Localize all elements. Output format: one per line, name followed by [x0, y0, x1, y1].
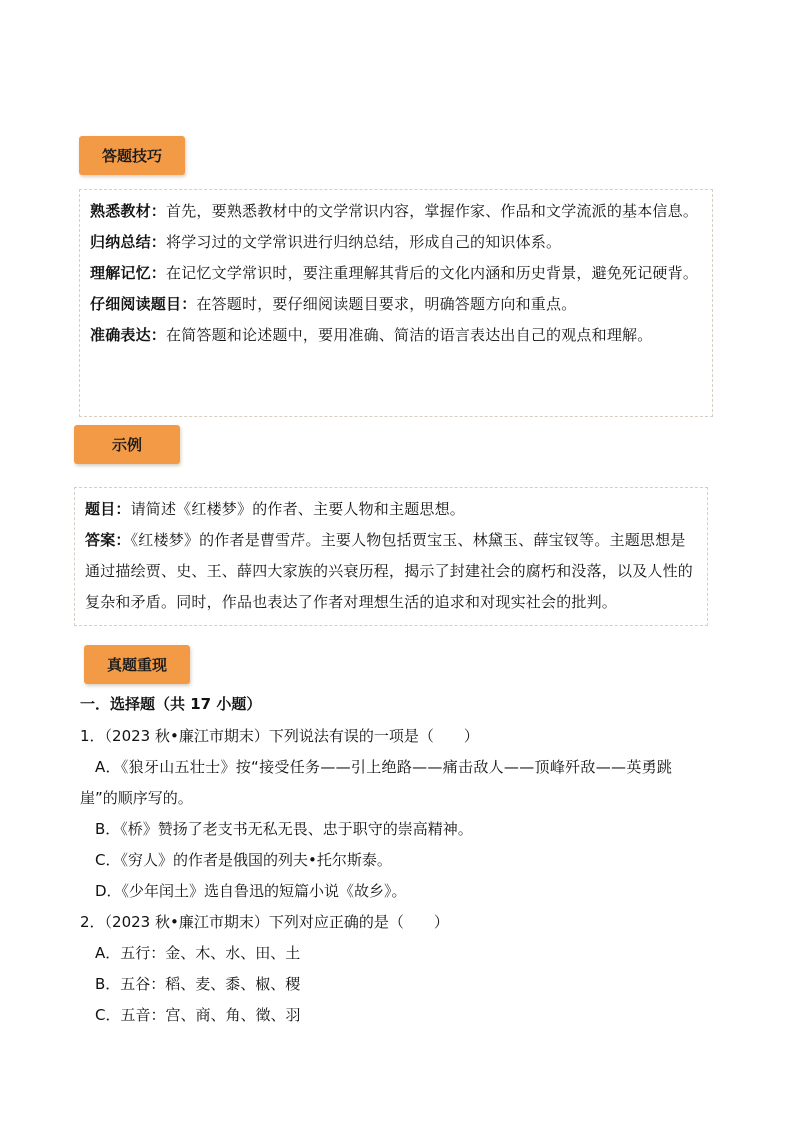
question-option: B．五谷：稻、麦、黍、椒、稷 [95, 975, 301, 993]
tip-item [90, 320, 702, 351]
tip-text: 将学习过的文学常识进行归纳总结，形成自己的知识体系。 [166, 233, 562, 251]
section-tag-tips: 答题技巧 [79, 136, 185, 175]
question-option: B．《桥》赞扬了老支书无私无畏、忠于职守的崇高精神。 [95, 820, 473, 838]
section-tag-example: 示例 [74, 425, 180, 464]
question-label: 题目： [85, 500, 131, 518]
question-option: C．《穷人》的作者是俄国的列夫•托尔斯泰。 [95, 851, 392, 869]
tip-term: 仔细阅读题目： [90, 295, 197, 313]
section-tag-real-questions: 真题重现 [84, 645, 190, 684]
question-option: A．《狼牙山五壮士》按“接受任务——引上绝路——痛击敌人——顶峰歼敌——英勇跳 [95, 758, 673, 776]
question-option: A．五行：金、木、水、田、土 [95, 944, 301, 962]
tip-term: 理解记忆： [90, 264, 167, 282]
question-option: D．《少年闰土》选自鲁迅的短篇小说《故乡》。 [95, 882, 407, 900]
question-option-continued: 崖”的顺序写的。 [80, 789, 193, 807]
answer-text: 《红楼梦》的作者是曹雪芹。主要人物包括贾宝玉、林黛玉、薛宝钗等。主题思想是通过描绘贾、史、王、薛四大家族的兴衰历程，揭示了封建社会的腐朽和没落，以及人性的复杂和矛盾。同时，作品也表达了作者对理想生活的追求和对现实社会的批判。 [85, 531, 694, 611]
question-stem: 1．（2023 秋•廉江市期末）下列说法有误的一项是（ ） [80, 727, 479, 745]
example-box [74, 487, 708, 626]
tip-item [90, 196, 702, 227]
example-question [85, 494, 697, 525]
question-option: C．五音：宫、商、角、徵、羽 [95, 1006, 301, 1024]
tips-box [79, 189, 713, 417]
tip-item [90, 227, 702, 258]
question-text: 请简述《红楼梦》的作者、主要人物和主题思想。 [130, 500, 466, 518]
tip-text: 首先，要熟悉教材中的文学常识内容，掌握作家、作品和文学流派的基本信息。 [166, 202, 699, 220]
tip-text: 在答题时，要仔细阅读题目要求，明确答题方向和重点。 [196, 295, 577, 313]
tip-item [90, 258, 702, 289]
answer-label: 答案： [85, 531, 131, 549]
tip-text: 在记忆文学常识时，要注重理解其背后的文化内涵和历史背景，避免死记硬背。 [166, 264, 699, 282]
tip-term: 熟悉教材： [90, 202, 167, 220]
tip-term: 归纳总结： [90, 233, 167, 251]
tip-text: 在简答题和论述题中，要用准确、简洁的语言表达出自己的观点和理解。 [166, 326, 653, 344]
section-heading: 一．选择题（共 17 小题） [80, 695, 262, 713]
tip-term: 准确表达： [90, 326, 167, 344]
tip-item [90, 289, 702, 320]
example-answer [85, 525, 697, 618]
question-stem: 2．（2023 秋•廉江市期末）下列对应正确的是（ ） [80, 913, 449, 931]
